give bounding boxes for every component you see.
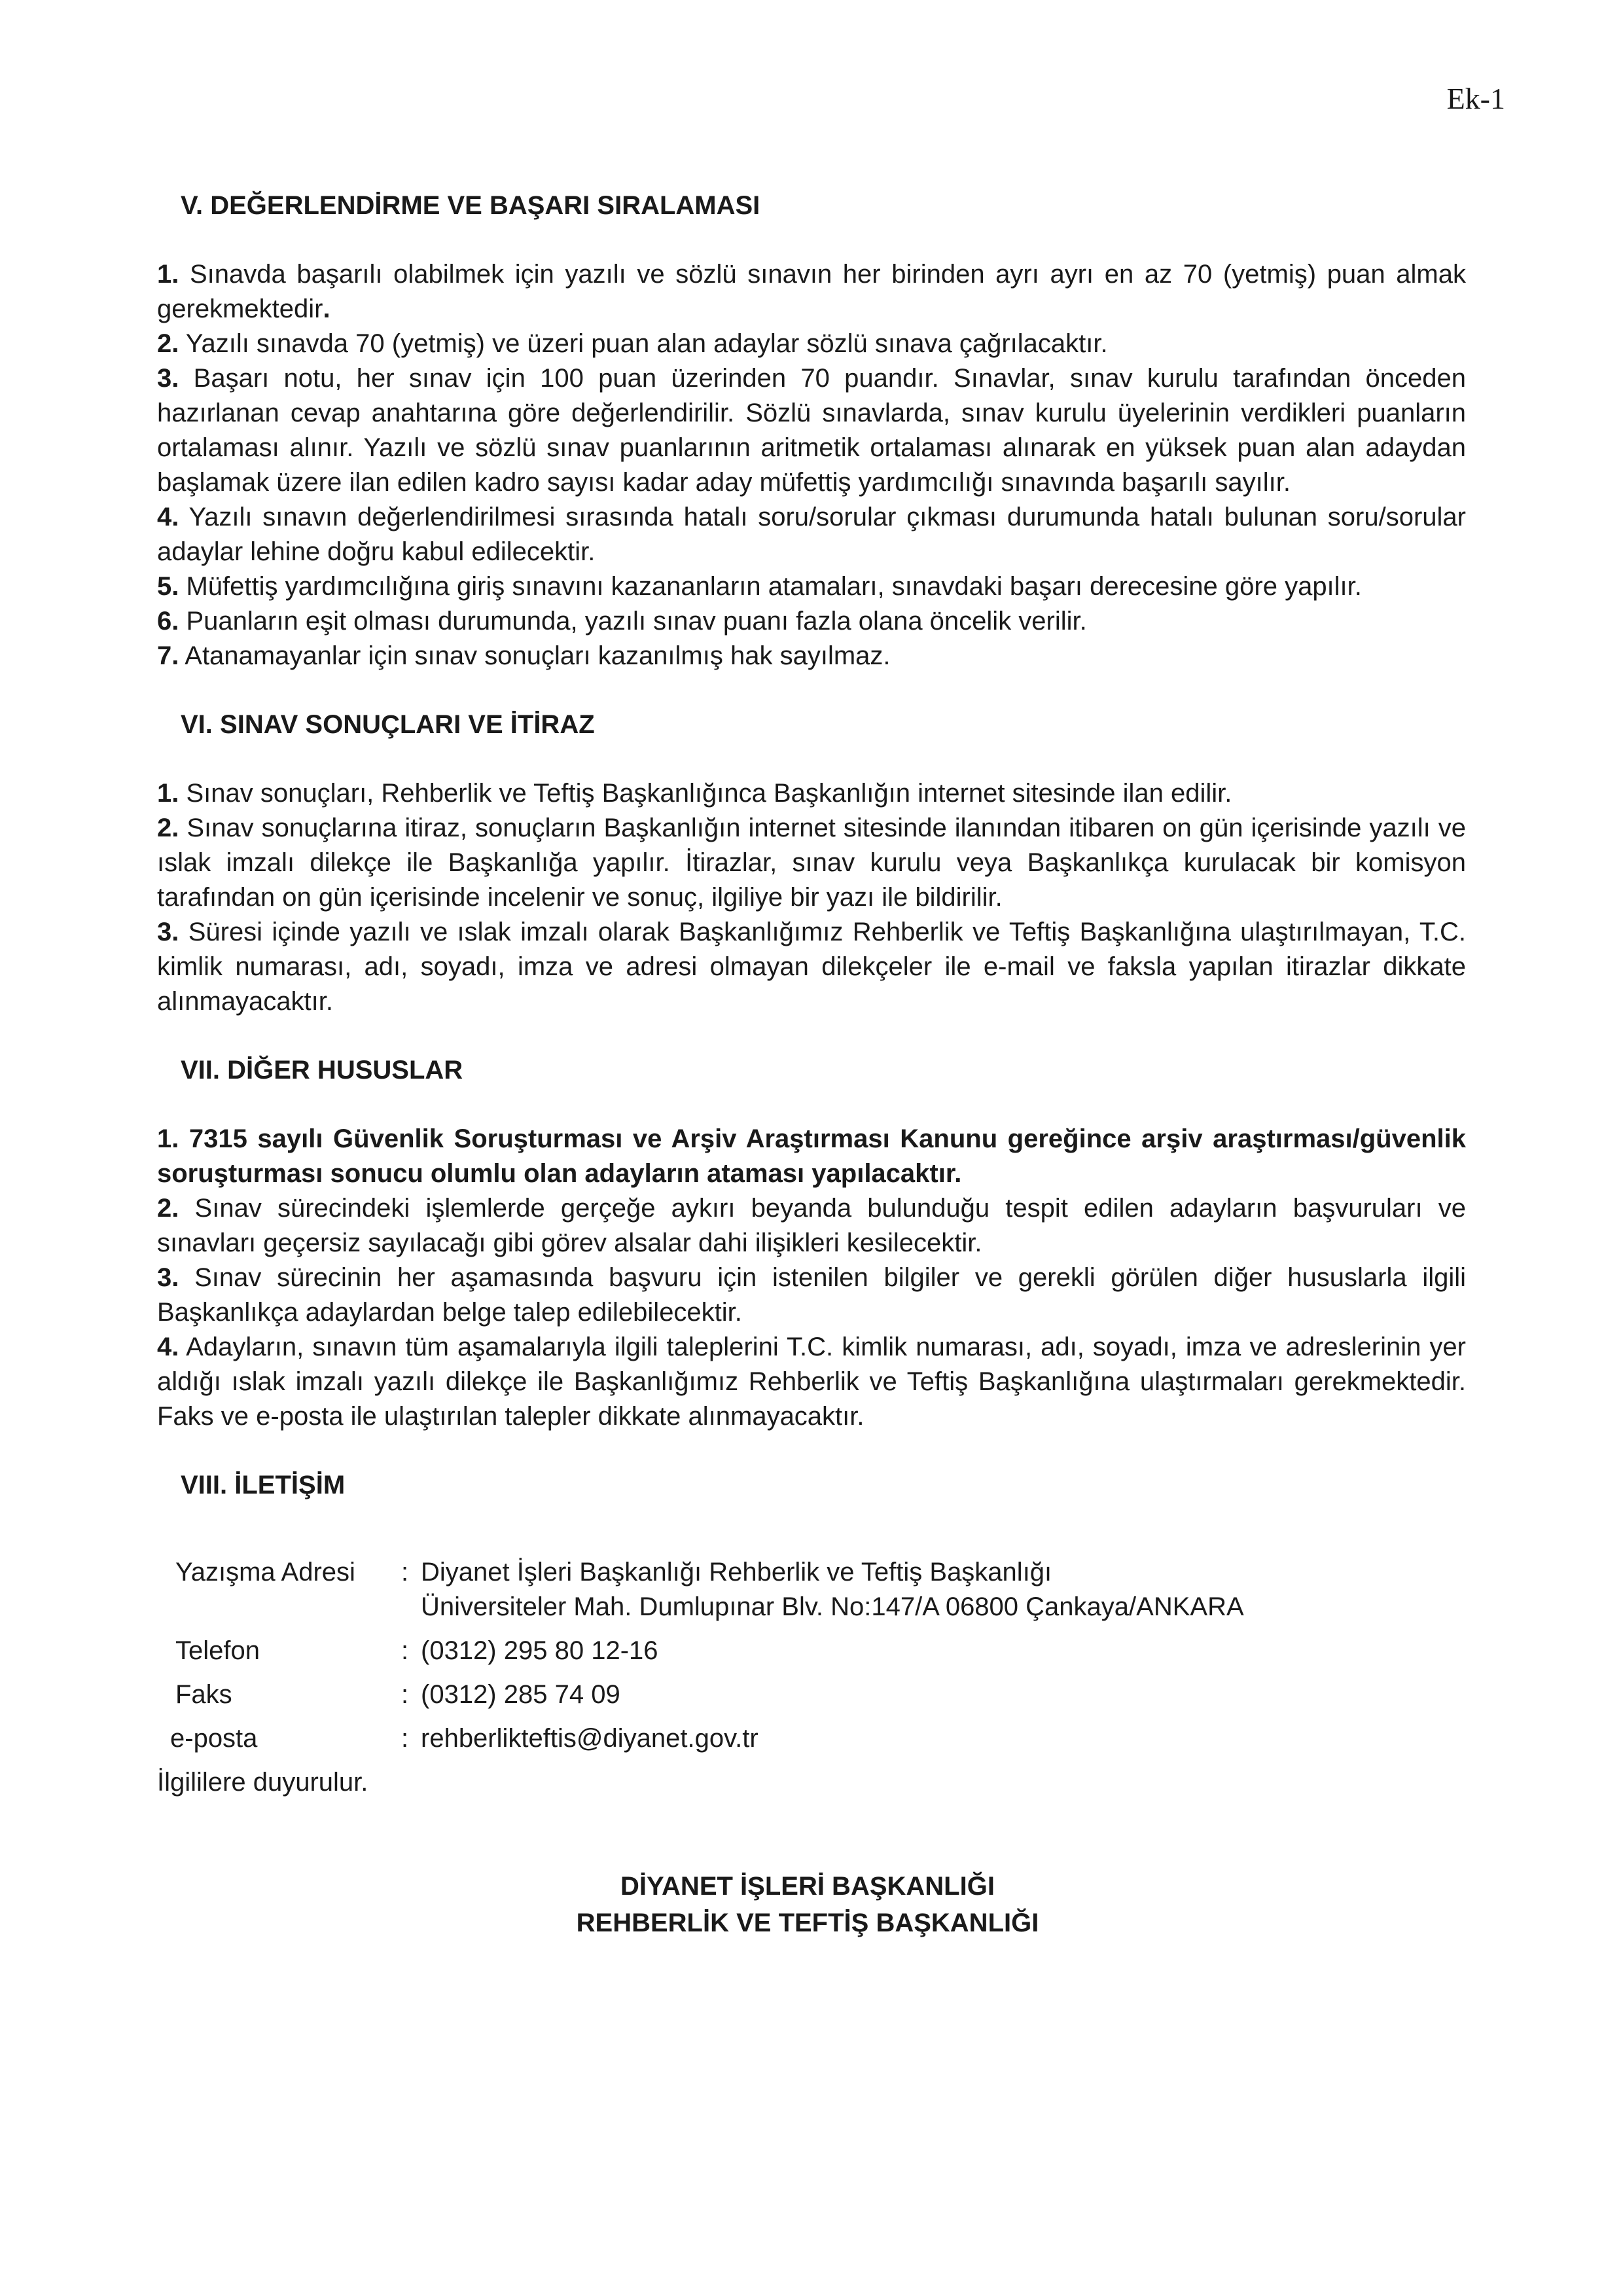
contact-address-row (175, 1555, 1466, 1624)
section-other-matters (157, 1053, 1466, 1434)
item-number: 6. (157, 607, 179, 636)
address-value (421, 1555, 1466, 1624)
list-item (157, 327, 1466, 361)
item-text: Sınav sonuçlarına itiraz, sonuçların Başkanlığın internet sitesinde ilanından itibaren on gün içerisinde yazılı ve ıslak imzalı dilekçe ile Başkanlığa yapılır. İtirazlar, sınav kurulu veya Başkanlıkça kurulacak bir komisyon tarafından on gün içerisinde incelenir ve sonuç, ilgiliye bir yazı ile bildirilir. (157, 814, 1466, 912)
item-text: 7315 sayılı Güvenlik Soruşturması ve Arşiv Araştırması Kanunu gereğince arşiv araştırması/güvenlik soruşturması sonucu olumlu olan adayların ataması yapılacaktır. (157, 1124, 1466, 1188)
list-item (157, 1330, 1466, 1434)
phone-value: (0312) 295 80 12-16 (421, 1636, 658, 1665)
colon: : (401, 1680, 409, 1709)
item-text: Atanamayanlar için sınav sonuçları kazanılmış hak sayılmaz. (179, 641, 891, 670)
list-item (157, 1261, 1466, 1330)
item-number: 7. (157, 641, 179, 670)
list-item (157, 500, 1466, 569)
item-text: Müfettiş yardımcılığına giriş sınavını kazananların atamaları, sınavdaki başarı derecesine göre yapılır. (179, 572, 1362, 601)
list-item (157, 1122, 1466, 1191)
list-item (157, 1191, 1466, 1261)
address-label: Yazışma Adresi (175, 1558, 355, 1587)
item-text: Puanların eşit olması durumunda, yazılı sınav puanı fazla olana öncelik verilir. (179, 607, 1087, 636)
address-line-2: Üniversiteler Mah. Dumlupınar Blv. No:147/A 06800 Çankaya/ANKARA (421, 1592, 1244, 1621)
colon: : (401, 1558, 409, 1587)
contact-email-row (170, 1721, 1466, 1756)
item-tail: . (323, 295, 330, 323)
item-number: 1. (157, 1124, 179, 1153)
item-number: 3. (157, 918, 179, 946)
section-heading: VI. SINAV SONUÇLARI VE İTİRAZ (181, 710, 595, 739)
email-label: e-posta (170, 1724, 258, 1753)
address-line-1: Diyanet İşleri Başkanlığı Rehberlik ve Teftiş Başkanlığı (421, 1558, 1052, 1587)
list-item (157, 604, 1466, 639)
signature-block (157, 1868, 1466, 1941)
contact-phone-row (175, 1634, 1466, 1668)
item-text: Sınav sürecindeki işlemlerde gerçeğe aykırı beyanda bulunduğu tespit edilen adayların başvuruları ve sınavları geçersiz sayılacağı gibi görev alsalar dahi ilişikleri kesilecektir. (157, 1194, 1466, 1257)
section-heading: VIII. İLETİŞİM (181, 1471, 346, 1499)
colon: : (401, 1636, 409, 1665)
item-text: Süresi içinde yazılı ve ıslak imzalı olarak Başkanlığımız Rehberlik ve Teftiş Başkanlığına ulaştırılmayan, T.C. kimlik numarası, adı, soyadı, imza ve adresi olmayan dilekçeler ile e-mail ve faksla yapılan itirazlar dikkate alınmayacaktır. (157, 918, 1466, 1016)
list-item (157, 639, 1466, 673)
item-number: 2. (157, 814, 179, 842)
item-number: 3. (157, 1263, 179, 1292)
contact-block (170, 1555, 1466, 1756)
list-item (157, 915, 1466, 1019)
document-body (157, 188, 1466, 1941)
phone-label: Telefon (175, 1636, 260, 1665)
signature-line-2: REHBERLİK VE TEFTİŞ BAŞKANLIĞI (576, 1909, 1039, 1937)
section-evaluation (157, 188, 1466, 673)
item-text: Sınav sonuçları, Rehberlik ve Teftiş Başkanlığınca Başkanlığın internet sitesinde ilan edilir. (179, 779, 1232, 808)
fax-value: (0312) 285 74 09 (421, 1680, 620, 1709)
list-item (157, 569, 1466, 604)
section-heading: VII. DİĞER HUSUSLAR (181, 1056, 463, 1085)
item-number: 2. (157, 329, 179, 358)
item-text: Sınav sürecinin her aşamasında başvuru için istenilen bilgiler ve gerekli görülen diğer hususlarla ilgili Başkanlıkça adaylardan belge talep edilebilecektir. (157, 1263, 1466, 1327)
section-heading: V. DEĞERLENDİRME VE BAŞARI SIRALAMASI (181, 191, 760, 220)
list-item (157, 361, 1466, 500)
closing-text: İlgililere duyurulur. (157, 1768, 368, 1797)
page-label: Ek-1 (1446, 82, 1505, 115)
section-contact (157, 1468, 1466, 1756)
item-number: 4. (157, 1333, 179, 1361)
list-item (157, 257, 1466, 327)
item-text: Sınavda başarılı olabilmek için yazılı ve sözlü sınavın her birinden ayrı ayrı en az 70 (yetmiş) puan almak gerekmektedir (157, 260, 1466, 323)
item-number: 3. (157, 364, 179, 393)
section-results-objection (157, 708, 1466, 1019)
colon: : (401, 1724, 409, 1753)
fax-label: Faks (175, 1680, 232, 1709)
item-text: Yazılı sınavın değerlendirilmesi sırasında hatalı soru/sorular çıkması durumunda hatalı bulunan soru/sorular adaylar lehine doğru kabul edilecektir. (157, 503, 1466, 566)
email-value[interactable]: rehberlikteftis@diyanet.gov.tr (421, 1724, 758, 1753)
signature-line-1: DİYANET İŞLERİ BAŞKANLIĞI (620, 1872, 995, 1901)
item-number: 1. (157, 779, 179, 808)
item-number: 5. (157, 572, 179, 601)
item-number: 2. (157, 1194, 179, 1223)
contact-fax-row (175, 1677, 1466, 1712)
item-number: 1. (157, 260, 179, 289)
list-item (157, 776, 1466, 811)
item-number: 4. (157, 503, 179, 531)
item-text: Yazılı sınavda 70 (yetmiş) ve üzeri puan alan adaylar sözlü sınava çağrılacaktır. (179, 329, 1108, 358)
list-item (157, 811, 1466, 915)
item-text: Başarı notu, her sınav için 100 puan üzerinden 70 puandır. Sınavlar, sınav kurulu tarafından önceden hazırlanan cevap anahtarına göre değerlendirilir. Sözlü sınavlarda, sınav kurulu üyelerinin verdikleri puanların ortalaması alınır. Yazılı ve sözlü sınav puanlarının aritmetik ortalaması alınarak en yüksek puan alan adaydan başlamak üzere ilan edilen kadro sayısı kadar aday müfettiş yardımcılığı sınavında başarılı sayılır. (157, 364, 1466, 497)
item-text: Adayların, sınavın tüm aşamalarıyla ilgili taleplerini T.C. kimlik numarası, adı, soyadı, imza ve adreslerinin yer aldığı ıslak imzalı yazılı dilekçe ile Başkanlığımız Rehberlik ve Teftiş Başkanlığına ulaştırmaları gerekmektedir. Faks ve e-posta ile ulaştırılan talepler dikkate alınmayacaktır. (157, 1333, 1466, 1431)
